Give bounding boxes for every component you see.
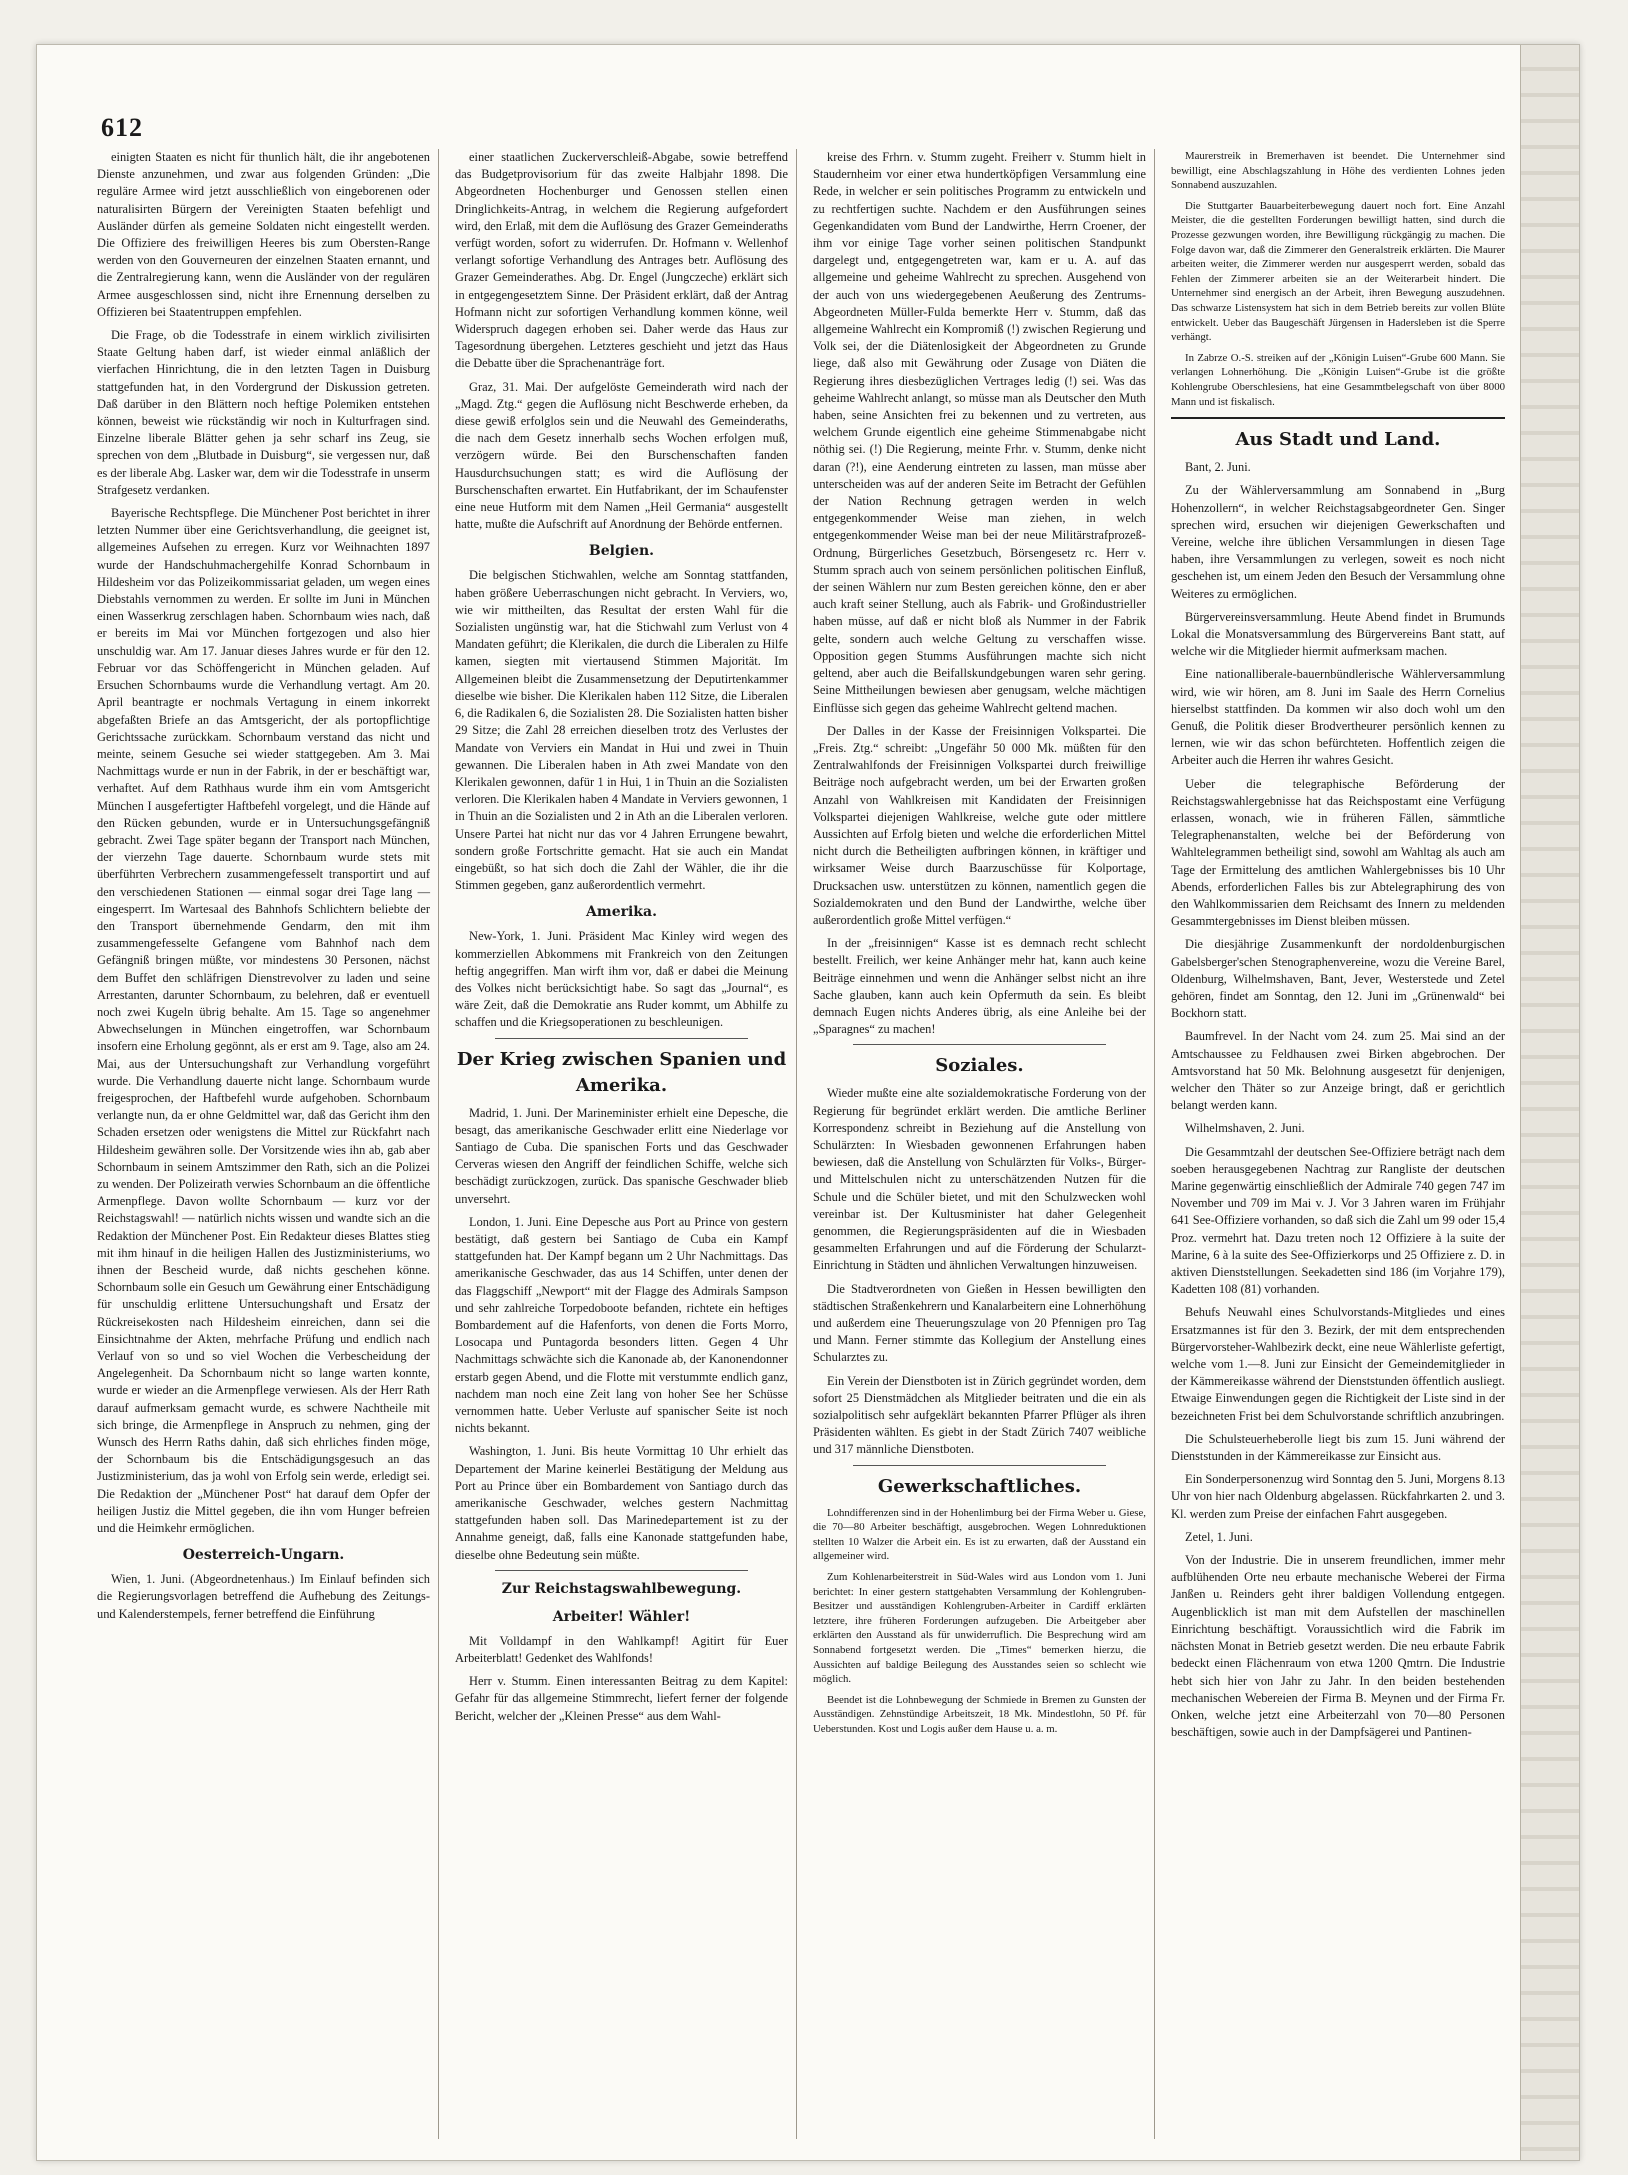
section-divider xyxy=(495,1570,748,1571)
article-paragraph: Bürgervereinsversammlung. Heute Abend findet in Brumunds Lokal die Monatsversammlung des Bürgervereins Bant statt, auf welche wir die Mitglieder hiermit aufmerksam machen. xyxy=(1171,609,1505,659)
article-paragraph: In Zabrze O.-S. streiken auf der „Königin Luisen“-Grube 600 Mann. Sie verlangen Lohnerhöhung. Die „Königin Luisen“-Grube ist die größte Kohlengrube Oberschlesiens, hat eine Gesammtbelegschaft von über 8000 Mann und ist fiskalisch. xyxy=(1171,351,1505,408)
article-paragraph: Ein Verein der Dienstboten ist in Zürich gegründet worden, dem sofort 25 Dienstmädchen als Mitglieder beitraten und die ein als sozialpolitisch sehr aufgeklärt bekannten Pfarrer Pflüger als ihren Präsidenten wählten. Es giebt in der Stadt Zürich 7407 weibliche und 317 männliche Dienstboten. xyxy=(813,1373,1146,1457)
article-paragraph: Baumfrevel. In der Nacht vom 24. zum 25. Mai sind an der Amtschaussee zu Feldhausen zwei Birken abgebrochen. Der Amtsvorstand hat 50 Mk. Belohnung ausgesetzt für denjenigen, welcher den Thäter so zur Anzeige bringt, daß er gerichtlich belangt werden kann. xyxy=(1171,1029,1505,1113)
article-paragraph: Bant, 2. Juni. xyxy=(1185,460,1251,475)
article-paragraph: Madrid, 1. Juni. Der Marineminister erhielt eine Depesche, die besagt, das amerikanische Geschwader erlitt eine Niederlage vor Santiago de Cuba. Die spanischen Forts und das Geschwader Cerveras wiesen den Angriff der feindlichen Schiffe, welche sich beschädigt zurückzogen, zurück. Das spanische Geschwader blieb unversehrt. xyxy=(455,1105,788,1206)
section-divider xyxy=(1171,417,1505,419)
article-paragraph: Lohndifferenzen sind in der Hohenlimburg bei der Firma Weber u. Giese, die 70—80 Arbeiter beschäftigt, ausgebrochen. Wegen Lohnreduktionen stellten 10 Walzer die Arbeit ein. Es ist zu erwarten, daß der Ausstand ein allgemeiner wird. xyxy=(813,1506,1146,1563)
article-paragraph: Zum Kohlenarbeiterstreit in Süd-Wales wird aus London vom 1. Juni berichtet: In einer gestern stattgehabten Versammlung der Kohlengruben-Besitzer und ausständigen Kohlengruben-Arbeiter in Cardiff erklärten letztere, ihre früheren Forderungen aufzugeben. Die Arbeitgeber aber erklärten den Ausstand als für unwiderruflich. Die Besprechung wird am Sonnabend fortgesetzt werden. Die „Times“ bemerken hierzu, die Aussichten auf baldige Beilegung des Ausstandes seien so schlecht wie möglich. xyxy=(813,1571,1146,1686)
section-divider xyxy=(853,1465,1106,1466)
article-paragraph: Die Stadtverordneten von Gießen in Hessen bewilligten den städtischen Straßenkehrern und Kanalarbeitern eine Lohnerhöhung und außerdem eine Theuerungszulage von 20 Pfennigen pro Tag und Mann. Ferner stimmte das Kollegium der Anstellung eines Schularztes zu. xyxy=(813,1281,1146,1365)
section-heading: Amerika. xyxy=(586,904,657,921)
section-heading: Aus Stadt und Land. xyxy=(1235,429,1441,451)
article-paragraph: Washington, 1. Juni. Bis heute Vormittag 10 Uhr erhielt das Departement der Marine keinerlei Bestätigung der Meldung aus Port au Prince über ein Bombardement von Santiago durch das amerikanische Geschwader, welches gestern Nachmittag stattgefunden haben soll. Das Marinedepartement ist zu der Annahme geneigt, daß, falls eine Kanonade stattgefunden habe, dieselbe ohne Bedeutung sein müßte. xyxy=(455,1444,788,1562)
article-paragraph: einigten Staaten es nicht für thunlich hält, die ihr angebotenen Dienste anzunehmen, und zwar aus folgenden Gründen: „Die reguläre Armee wird jetzt ausschließlich von eingeborenen oder naturalisirten Bürgern der Vereinigten Staaten befehligt und Ausländer dürfen als gemeine Soldaten nicht eingestellt werden. Die Offiziere des freiwilligen Heeres bis zum Obersten-Range werden von den Gouverneuren der einzelnen Staaten ernannt, und die Zentralregierung kann, wenn die Ausländer von der regulären Armee ausgeschlossen sind, nicht ihre Ernennung derselben zu Offizieren bei Staatentruppen empfehlen. xyxy=(97,150,430,319)
section-heading: Der Krieg zwischen Spanien und Amerika. xyxy=(456,1048,787,1096)
article-paragraph: Wien, 1. Juni. (Abgeordnetenhaus.) Im Einlauf befinden sich die Regierungsvorlagen betreffend die Aufhebung des Zeitungs- und Kalenderstempels, ferner betreffend die Einführung xyxy=(97,1572,430,1621)
article-paragraph: In der „freisinnigen“ Kasse ist es demnach recht schlecht bestellt. Freilich, wer keine Anhänger mehr hat, kann auch keine Beiträge einnehmen und wenn die Anhänger selbst nicht an ihre Sache glauben, kann auch kein Opfermuth da sein. Es bleibt demnach Eugen nichts Anderes übrig, als eine Anleihe bei der „Sparagnes“ zu machen! xyxy=(813,936,1146,1037)
article-paragraph: Von der Industrie. Die in unserem freundlichen, immer mehr aufblühenden Orte neu erbaute mechanische Weberei der Firma Janßen u. Reinders geht ihrer baldigen Vollendung entgegen. Augenblicklich ist man mit dem Aufstellen der maschinellen Einrichtung beschäftigt. Voraussichtlich wird die Fabrik im nächsten Monat in Betrieb gesetzt werden. Die neu erbaute Fabrik bedeckt einen Flächenraum von etwa 1200 Qmtrn. Die Industrie hebt sich hier von Jahr zu Jahr. In den beiden bestehenden mechanischen Webereien der Firma B. Meynen und der Firma Fr. Onken, welche jetzt eine Arbeiterzahl von 70—80 Personen beschäftigen, sowie auch in der Dampfsägerei und Pantinen- xyxy=(1171,1553,1505,1740)
binding-edge xyxy=(1520,45,1579,2160)
article-paragraph: Die Frage, ob die Todesstrafe in einem wirklich zivilisirten Staate Geltung haben darf, ist wieder einmal anläßlich der vierfachen Hinrichtung, die in den letzten Tagen in Duisburg stattgefunden hat, in den Vordergrund der Diskussion getreten. Daß darüber in den Blättern noch heftige Polemiken entstehen können, beweist wie rückständig wir noch in Kulturfragen sind. Einzelne liberale Blätter gehen ja sehr scharf ins Zeug, sie sprechen von dem „Blutbade in Duisburg“, sie vergessen nur, daß es der liberale Abg. Lasker war, dem wir die Todesstrafe in unserm Strafgesetz verdanken. xyxy=(97,328,430,497)
section-heading: Arbeiter! Wähler! xyxy=(552,1608,691,1625)
column-1 xyxy=(97,149,439,2139)
article-paragraph: Mit Volldampf in den Wahlkampf! Agitirt für Euer Arbeiterblatt! Gedenket des Wahlfonds! xyxy=(455,1633,788,1666)
article-paragraph: Zetel, 1. Juni. xyxy=(1185,1529,1253,1544)
column-3 xyxy=(813,149,1155,2139)
article-paragraph: Zu der Wählerversammlung am Sonnabend in „Burg Hohenzollern“, in welcher Reichstagsabgeordneter Gen. Singer sprechen wird, ersuchen wir diejenigen Gewerkschaften und Vereine, welche ihre üblichen Versammlungen in diesen Tage haben, ihre Versammlungen zu verlegen, soweit es noch nicht geschehen ist, um einem Jeden den Besuch der Versammlung ohne Weiteres zu ermöglichen. xyxy=(1171,483,1505,601)
article-paragraph: Der Dalles in der Kasse der Freisinnigen Volkspartei. Die „Freis. Ztg.“ schreibt: „Ungefähr 50 000 Mk. müßten für den Zentralwahlfonds der Freisinnigen Volkspartei durch freiwillige Beiträge noch aufgebracht werden, um bei der Erwarten großen Anzahl von Wahlkreisen mit Kandidaten der Freisinnigen Volkspartei diejenigen Wahlkreise, welche gute oder mittlere Aussichten auf Erfolg bieten und welche die erforderlichen Mittel nicht durch die Betheiligten aufbringen können, in kräftiger und wirksamer Weise durch Baarzuschüsse für Kolportage, Drucksachen usw. unterstützen zu können, namentlich gegen die Sozialdemokraten und den Bund der Landwirthe, welche über außerordentlich große Mittel verfügen.“ xyxy=(813,723,1146,927)
article-paragraph: Die Schulsteuerheberolle liegt bis zum 15. Juni während der Dienststunden in der Kämmereikasse zur Einsicht aus. xyxy=(1171,1431,1505,1464)
article-paragraph: Maurerstreik in Bremerhaven ist beendet. Die Unternehmer sind bewilligt, eine Abschlagszahlung in Höhe des verdienten Lohnes jeden Sonnabend auszuzahlen. xyxy=(1171,150,1505,192)
section-divider xyxy=(495,1038,748,1039)
section-heading: Zur Reichstagswahlbewegung. xyxy=(501,1580,742,1597)
section-heading: Soziales. xyxy=(935,1055,1024,1077)
article-paragraph: Bayerische Rechtspflege. Die Münchener Post berichtet in ihrer letzten Nummer über eine Gerichtsverhandlung, die geeignet ist, allgemeines Aufsehen zu erregen. Kurz vor Weihnachten 1897 wurde der Handschuhmachergehilfe Konrad Schornbaum in Hildesheim vor das Polizeikommissariat geladen, um wegen eines Diebstahls vernommen zu werden. Er sollte im Juni in München einen Wasserkrug zerschlagen haben. Schornbaum wies nach, daß er bereits im Mai vor München fortgezogen und also hier unschuldig war. Am 17. Januar dieses Jahres wurde er für den 12. Februar vor das Schöffengericht in München geladen. Auf Ersuchen Schornbaums wurde die Verhandlung vertagt. Am 20. April beantragte er nochmals Vertagung in einem inkorrekt abgefaßten Briefe an das Amtsgericht, der als portopflichtige Gerichtssache zurückkam. Schornbaum verstand das nicht und meinte, seinem Gesuche sei wieder stattgegeben. Am 3. Mai Nachmittags wurde er nun in der Fabrik, in der er beschäftigt war, verhaftet. Auf dem Rathhaus wurde ihm ein vom Amtsgericht München I ausgefertigter Haftbefehl vorgelegt, und die Hände auf den Rücken gebunden, wurde er in Untersuchungsgefängniß gebracht. Zwei Tage später begann der Transport nach München, der vierzehn Tage dauerte. Schornbaum wurde stets mit überführten Verbrechern zusammengefesselt transportirt und auf den verschiedenen Stationen — einmal sogar drei Tage lang — eingesperrt. Im Wartesaal des Bahnhofs Schlichtern beliebte der den Transport übernehmende Gendarm, den mit ihm zusammengefesselte Gefangene vom Bahnhof nach dem Gefängniß bringen müßte, vor mindestens 30 Personen, nächst dem Buffet den schläfrigen Dienstrevolver zu laden und seine Arrestanten, darunter Schornbaum, zu belehren, daß er eventuell noch zwei Kugeln übrig behalte. Am 15. Tage so angenehmer Abwechselungen in München eingetroffen, war Schornbaum insofern eine Erholung gegönnt, als er erst am 9. Tage, also am 24. Mai, aus der Untersuchungshaft zur Verhandlung vorgeführt wurde. Die Verhandlung dauerte nicht lange. Schornbaum wurde freigesprochen, der Haftbefehl wurde aufgehoben. Schornbaum verlangte nun, da er ohne Geldmittel war, daß das Gericht ihm den Schaden ersetzen oder wenigstens die Mittel zur Rückfahrt nach Hildesheim gewähren solle. Der Vorsitzende wies ihn ab, gab aber Schornbaum in seinem Amtszimmer den Rath, sich an die Polizei zu wenden. Der Polizeirath verwies Schornbaum an die öffentliche Armenpflege. Davon wollte Schornbaum — kurz vor der Reichstagswahl! — natürlich nichts wissen und wandte sich an die Redaktion der Münchener Post. Ein Redakteur dieses Blattes stieg mit ihm hinauf in die heiligen Hallen des Justizministeriums, wo ihnen der Bescheid wurde, daß nichts geschehen könne. Schornbaum solle ein Gesuch um Gewährung einer Entschädigung für unschuldig erlittene Untersuchungshaft und Ersatz der Rückreisekosten nach Hildesheim einreichen, dann sei die Einsichtnahme der Akten, mehrfache Prüfung und endlich nach Verlauf von so und so viel Wochen die Verbescheidung der Angelegenheit. Da Schornbaum nicht so lange warten konnte, wurde er wieder an die Armenpflege verwiesen. Als der Herr Rath darauf aufmerksam gemacht wurde, es schwere Nachtheile mit sich bringe, die Armenpflege in Anspruch zu nehmen, ging der Wunsch des Herrn Raths dahin, daß sich ehrliches finden möge, der Schornbaum bis die Entschädigungsgesuch an das Justizministerium, das ja wohl von Erfolg sein werde, erledigt sei. Die Redaktion der „Münchener Post“ hat darauf dem Opfer der heiligen Justiz die Mittel gegeben, die ihn vom Hunger befreien und die Heimkehr ermöglichen. xyxy=(97,506,430,1536)
article-paragraph: Wilhelmshaven, 2. Juni. xyxy=(1185,1121,1305,1136)
article-paragraph: London, 1. Juni. Eine Depesche aus Port au Prince von gestern bestätigt, daß gestern bei Santiago de Cuba ein Kampf stattgefunden hat. Der Kampf begann um 2 Uhr Nachmittags. Das amerikanische Geschwader, das aus 14 Schiffen, unter denen der das Flaggschiff „Newport“ mit der Flagge des Admirals Sampson und sehr zahlreiche Torpedoboote befanden, richtete ein heftiges Bombardement auf die Hafenforts, von denen die Forts Morro, Losocapa und Puntagorda besonders litten. Gegen 4 Uhr Nachmittags schwächte sich die Kanonade ab, der Kanonendonner erstarb gegen Abend, und die Flotte mit verstummte endlich ganz, nachdem man noch eine Zeit lang von hoher See her Schüsse vernommen hatte. Ueber Verluste auf spanischer Seite ist noch nichts bekannt. xyxy=(455,1214,788,1436)
article-paragraph: Die Gesammtzahl der deutschen See-Offiziere beträgt nach dem soeben herausgegebenen Nachtrag zur Rangliste der deutschen Marine gegenwärtig einschließlich der Admirale 740 gegen 747 im November und 709 im Mai v. J. Vor 3 Jahren waren im Frühjahr 641 See-Offiziere vorhanden, so daß sich die Zahl um 99 oder 15,4 Proz. vermehrt hat. Dazu treten noch 12 Offiziere à la suite der Marine, 6 à la suite des See-Offizierkorps und 25 Offiziere z. D. in aktiven Dienststellungen. Seekadetten sind 186 (im Vorjahre 179), Kadetten 108 (81) vorhanden. xyxy=(1171,1144,1505,1297)
article-paragraph: Die Stuttgarter Bauarbeiterbewegung dauert noch fort. Eine Anzahl Meister, die die gestellten Forderungen bewilligt hatten, sind durch die Prozesse gezwungen worden, ihre Bewilligung rückgängig zu machen. Die Folge davon war, daß die Zimmerer den Generalstreik erklärten. Die Maurer arbeiten weiter, die Zimmerer werden nur ausgesperrt werden, sobald das Fehlen der Zimmerer arbeiten sie an der Weiterarbeit hindert. Die Unternehmer sind energisch an der Arbeit, ihren Bewegung auszudehnen. Das schwarze Listensystem hat sich in dem Betrieb bereits zur vollen Blüte entwickelt. Ueber das Baugeschäft Jürgensen in Hadersleben ist die Sperre verhängt. xyxy=(1171,199,1505,344)
article-paragraph: Beendet ist die Lohnbewegung der Schmiede in Bremen zu Gunsten der Ausständigen. Zehnstündige Arbeitszeit, 18 Mk. Mindestlohn, 50 Pf. für Ueberstunden. Kost und Logis außer dem Hause u. a. m. xyxy=(813,1693,1146,1735)
newspaper-page xyxy=(36,44,1580,2161)
article-paragraph: Wieder mußte eine alte sozialdemokratische Forderung von der Regierung für begründet erklärt werden. Die amtliche Berliner Korrespondenz schreibt in Beziehung auf die Anstellung von Schulärzten: In Wiesbaden gewonnenen Erfahrungen haben bewiesen, daß die Anstellung von Schulärzten für Volks-, Bürger- und Mittelschulen nicht zu unterschätzenden Nutzen für die Schule und die Schüler bietet, und mit den Schulzwecken wohl vereinbar ist. Der Kultusminister hat daher Gelegenheit genommen, die Regierungspräsidenten auf die in Wiesbaden gesammelten Erfahrungen und auf die Förderung der Schularzt-Einrichtung in Städten und ähnlichen Verwaltungen hinzuweisen. xyxy=(813,1086,1146,1273)
column-2 xyxy=(455,149,797,2139)
article-paragraph: Ein Sonderpersonenzug wird Sonntag den 5. Juni, Morgens 8.13 Uhr von hier nach Oldenburg abgelassen. Rückfahrkarten 2. und 3. Kl. werden zum Preise der einfachen Fahrt ausgegeben. xyxy=(1171,1472,1505,1521)
article-paragraph: Ueber die telegraphische Beförderung der Reichstagswahlergebnisse hat das Reichspostamt eine Verfügung erlassen, wonach, wie in früheren Fällen, sämmtliche Telegraphenanstalten, welche bei der Beförderung von Wahltelegrammen betheiligt sind, sowohl am Wahltag als auch am Tage der Ermittelung des amtlichen Wahlergebnisses bis 10 Uhr Abends, erforderlichen Falles bis zur Abtelegraphirung des von den Wahlkommissarien dem Reichsamt des Innern zu meldenden Gesammtergebnisses im Dienst bleiben müssen. xyxy=(1171,776,1505,929)
article-paragraph: Die belgischen Stichwahlen, welche am Sonntag stattfanden, haben größere Ueberraschungen nicht gebracht. In Verviers, wo, wie wir mittheilten, das Resultat der ersten Wahl für die Sozialisten ungünstig war, hat die Stichwahl zum Verlust von 4 Mandaten geführt; die Klerikalen, die durch die Liberalen zu Hilfe kamen, siegten mit viertausend Stimmen Majorität. Im Allgemeinen bleibt die Zusammensetzung der Deputirtenkammer dieselbe wie bisher. Die Klerikalen haben 112 Sitze, die Liberalen 6, die Radikalen 6, die Sozialisten 28. Die Sozialisten hatten bisher 29 Sitze; die Zahl 28 erreichen dieselben trotz des Verlustes der Mandate von Verviers ein Mandat in Hui und zwei in Thuin gewannen. Die Liberalen haben in Ath zwei Mandate von den Klerikalen gewonnen, dafür 1 in Hui, 1 in Thuin an die Sozialisten verloren. Die Klerikalen haben 4 Mandate in Verviers gewonnen, 1 in Thuin an die Sozialisten und 2 in Ath an die Liberalen verloren. Unsere Partei hat nicht nur das vor 4 Jahren Errungene bewahrt, sondern große Fortschritte gemacht. Hat sie auch ein Mandat eingebüßt, so hat sich doch die Zahl der Wähler, die ihr die Stimmen gegeben, ganz außerordentlich vermehrt. xyxy=(455,568,788,893)
section-heading: Gewerkschaftliches. xyxy=(877,1475,1082,1497)
article-paragraph: Graz, 31. Mai. Der aufgelöste Gemeinderath wird nach der „Magd. Ztg.“ gegen die Auflösung nicht Beschwerde erheben, da diese gewiß erfolglos sein und die Neuwahl des Gemeinderaths, die nach dem Gesetz innerhalb sechs Wochen erfolgen muß, verzögern würde. Bei den Burschenschaften fanden Hausdurchsuchungen statt; es wird die Auflösung der Burschenschaften erwartet. Ein Hutfabrikant, der im Schaufenster eine neue Hutform mit dem Namen „Heil Germania“ ausgestellt hatte, mußte die Aufschrift auf Anordnung der Behörde entfernen. xyxy=(455,379,788,532)
article-paragraph: Behufs Neuwahl eines Schulvorstands-Mitgliedes und eines Ersatzmannes ist für den 3. Bezirk, der mit dem entsprechenden Bürgervorsteher-Wahlbezirk deckt, eine neue Wählerliste gefertigt, welche vom 1.—8. Juni zur Einsicht der Gemeindemitglieder in der Kämmereikasse während der Dienststunden öffentlich ausliegt. Etwaige Einwendungen gegen die Richtigkeit der Liste sind in der bezeichneten Frist bei dem Schulvorstande schriftlich anzubringen. xyxy=(1171,1305,1505,1423)
column-4 xyxy=(1171,149,1513,2139)
article-columns xyxy=(97,149,1517,2139)
article-paragraph: Eine nationalliberale-bauernbündlerische Wählerversammlung wird, wie wir hören, am 8. Juni im Saale des Herrn Cornelius hierselbst stattfinden. Da kommen wir also doch wohl um den Genuß, die Politik dieser Brodvertheurer persönlich kennen zu lernen, wie wir das schon befürchteten. Hoffentlich zeigen die Arbeiter auch die Herren ihr wahres Gesicht. xyxy=(1171,667,1505,768)
article-paragraph: einer staatlichen Zuckerverschleiß-Abgabe, sowie betreffend das Budgetprovisorium für das zweite Halbjahr 1898. Die Abgeordneten Hochenburger und Genossen stellen einen Dringlichkeits-Antrag, in welchem die Regierung aufgefordert wird, den Erlaß, mit dem die Auflösung des Grazer Gemeinderaths verfügt worden, sofort zu widerrufen. Dr. Hofmann v. Wellenhof verlangt sofortige Verhandlung des Antrages betr. Auflösung des Grazer Gemeinderathes. Abg. Dr. Engel (Jungczeche) erklärt sich in entgegengesetztem Sinne. Der Präsident erklärt, daß der Antrag Hofmann nicht zur sofortigen Verhandlung kommen könne, weil Widerspruch dagegen erhoben sei. Daher werde das Haus zur Tagesordnung übergehen. Letzteres geschieht und jetzt das Haus die Debatte über die Sprachenanträge fort. xyxy=(455,150,788,371)
section-divider xyxy=(853,1044,1106,1045)
article-paragraph: kreise des Frhrn. v. Stumm zugeht. Freiherr v. Stumm hielt in Staudernheim vor einer etwa hundertköpfigen Versammlung eine Rede, in welcher er sein politisches Programm zu entwickeln und zu rechtfertigen suchte. Nachdem er den Ausführungen seines Gegenkandidaten vom Bund der Landwirthe, Herrn Croener, der ihm vor einige Tage vorher seinen politischen Standpunkt dargelegt und, entgegengetreten war, kam er u. A. auf das allgemeine und geheime Wahlrecht zu sprechen. Ausgehend von der auch von uns wiedergegebenen Aeußerung des Zentrums-Abgeordneten Müller-Fulda bemerkte Herr v. Stumm, daß das allgemeine Wahlrecht ein Kompromiß (!) zwischen Regierung und Volk sei, der die Diätenlosigkeit der Abgeordneten zu Grunde liege, daß also mit Gewährung oder Zusage von Diäten die Regierung ihres diesbezüglichen Vertrages ledig (!) sei. Was das geheime Wahlrecht anlangt, so müsse man als Deutscher den Muth haben, seine Ansichten frei zu bekennen und zu vertreten, aus welchem Grunde eigentlich eine geheime Stimmenabgabe nicht nöthig sei. (!) Die Regierung, meinte Frhr. v. Stumm, denke nicht daran (?!), eine Aenderung eintreten zu lassen, man müsse aber unterscheiden was auf der anderen Seite im Betracht der Gefühlen der Nation Rechnung getragen werden in welch entgegenkommender Weise man ziehen, in welch entgegenkommender Weise man bei der neue Militärstrafprozeß-Ordnung, Bürgerliches Gesetzbuch, Börsengesetz rc. Herr v. Stumm sprach auch von seinem persönlichen politischen Einfluß, der seinen Wählern nur zum Besten gereichen könne, den er aber auch kraft seiner Stellung, auch als Fabrik- und Großindustrieller haben müsse, auf daß er nicht bloß als Nummer in der Fabrik gelte, sondern auch welche Geltung zu verschaffen wisse. Opposition gegen Stumms Ausführungen machte sich nicht geltend, aber auch die Beifallskundgebungen waren sehr gering. Seine Mittheilungen bewiesen aber genugsam, welche mächtigen Einflüsse sich gegen das geheime Wahlrecht geltend machen. xyxy=(813,150,1146,715)
article-paragraph: Herr v. Stumm. Einen interessanten Beitrag zu dem Kapitel: Gefahr für das allgemeine Stimmrecht, liefert ferner der folgende Bericht, welcher der „Kleinen Presse“ aus dem Wahl- xyxy=(455,1674,788,1723)
article-paragraph: New-York, 1. Juni. Präsident Mac Kinley wird wegen des kommerziellen Abkommens mit Frankreich von den Zeitungen heftig angegriffen. Man wirft ihm vor, daß er dabei die Meinung des Volkes nicht berücksichtigt habe. So sagt das „Journal“, es wäre Zeit, daß die Demokratie ans Ruder kommt, um Abhilfe zu schaffen und die Kriegsoperationen zu beschleunigen. xyxy=(455,929,788,1030)
page-number: 612 xyxy=(101,113,143,142)
section-heading: Oesterreich-Ungarn. xyxy=(182,1547,345,1564)
article-paragraph: Die diesjährige Zusammenkunft der nordoldenburgischen Gabelsberger'schen Stenographenvereine, wozu die Vereine Barel, Oldenburg, Wilhelmshaven, Bant, Jever, Westerstede und Zetel gehören, findet am Sonntag, den 12. Juni im „Grünenwald“ bei Bockhorn statt. xyxy=(1171,937,1505,1021)
section-heading: Belgien. xyxy=(588,543,655,560)
